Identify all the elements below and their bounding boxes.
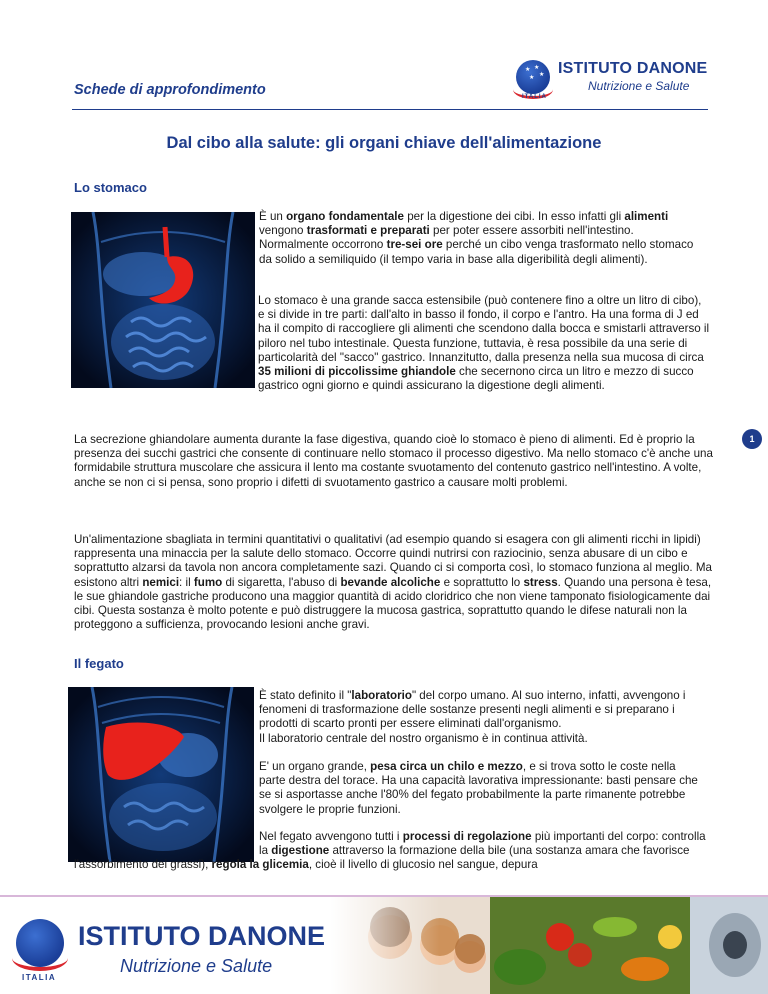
page-number-badge: 1 (742, 429, 762, 449)
section-heading-stomaco: Lo stomaco (74, 180, 147, 195)
logo-subtitle: Nutrizione e Salute (588, 79, 690, 93)
stomaco-paragraph-2: Lo stomaco è una grande sacca estensibile (può contenere fino a oltre un litro di cibo), e si divide in tre parti: dall'alto in basso il fondo, il corpo e l'antro. Ha una forma di J ed ha il compito di raccogliere gli alimenti che scendono dalla bocca e smistarli attraverso il piloro nel tubo intestinale. Questa funzione, tuttavia, è resa possibile da una serie di particolarità del "sacco" gastrico. Innanzitutto, dalla presenza nella sua mucosa di circa 35 milioni di piccolissime ghiandole che secernono circa un litro e mezzo di succo gastrico ogni giorno e quindi assicurano la digestione degli alimenti. (258, 294, 710, 393)
globe-icon (16, 919, 64, 967)
istituto-danone-logo: ★ ★ ★ ★ ISTITUTO DANONE Nutrizione e Salute ITALIA (516, 58, 716, 104)
footer-subtitle: Nutrizione e Salute (120, 956, 273, 976)
stomaco-paragraph-4: Un'alimentazione sbagliata in termini quantitativi o qualitativi (ad esempio quando si esagera con gli alimenti ricchi in lipidi) rappresenta una minaccia per la salute dello stomaco. Occorre quindi nutrirsi con raziocinio, senza abusare di un cibo e soprattutto alzarsi da tavola non ancora completamente sazi. Quando ci si comporta così, lo stomaco funziona al meglio. Ma esistono altri nemici: il fumo di sigaretta, l'abuso di bevande alcoliche e soprattutto lo stress. Quando una persona è tesa, le sue ghiandole gastriche producono una maggior quantità di acido cloridrico che non viene tamponato fisiologicamente dai cibi. Questa sostanza è molto potente e può distruggere la mucosa gastrica, soprattutto quando le difese naturali non la proteggono a sufficienza, provocando lesioni anche gravi. (74, 533, 712, 632)
footer (0, 897, 768, 994)
page-title: Dal cibo alla salute: gli organi chiave dell'alimentazione (166, 134, 602, 152)
footer-country: ITALIA (22, 973, 57, 982)
section-heading-fegato: Il fegato (74, 656, 124, 671)
stomaco-paragraph-1: È un organo fondamentale per la digestione dei cibi. In esso infatti gli alimenti vengono trasformati e preparati per poter essere assorbiti nell'intestino. Normalmente occorrono tre-sei ore perché un cibo venga trasformato nello stomaco da solido a semiliquido (il tempo varia in base alla digeribilità degli alimenti). (259, 210, 694, 266)
footer-logo (16, 913, 336, 983)
fegato-paragraph-3: Nel fegato avvengono tutti i processi di regolazione più importanti del corpo: controlla la digestione attraverso la formazione della bile (una sostanza amara che favorisce l'assorbimento dei grassi), regola la glicemia, cioè il livello di glucosio nel sangue, depura (74, 830, 706, 872)
header-rule (72, 109, 708, 110)
stomaco-paragraph-3: La secrezione ghiandolare aumenta durante la fase digestiva, quando cioè lo stomaco è pieno di alimenti. Ed è proprio la presenza dei succhi gastrici che consente di continuare nello stomaco il processo digestivo. Ma nello stomaco c'è anche una formidabile struttura muscolare che assicura il lento ma costante svuotamento del contenuto gastrico nell'intestino. A volte, anche se non ci si pensa, sono proprio i difetti di svuotamento gastrico a causare molti problemi. (74, 433, 713, 489)
footer-photo-collage (330, 897, 768, 994)
logo-brand: ISTITUTO DANONE (558, 60, 708, 77)
fegato-paragraph-1: È stato definito il "laboratorio" del corpo umano. Al suo interno, infatti, avvengono i fenomeni di trasformazione delle sostanze presenti negli alimenti e si preparano i prodotti di scarto pronti per essere eliminati dall'organismo. Il laboratorio centrale del nostro organismo è in continua attività. (259, 689, 686, 745)
section-label: Schede di approfondimento (74, 82, 266, 98)
fegato-paragraph-2: E' un organo grande, pesa circa un chilo e mezzo, e si trova sotto le coste nella parte destra del torace. Ha una capacità lavorativa impressionante: basti pensare che se si asportasse anche l'80% del fegato probabilmente la parte rimanente potrebbe svolgere le proprie funzioni. (259, 760, 698, 816)
logo-country: ITALIA (522, 94, 547, 100)
footer-brand: ISTITUTO DANONE (78, 921, 326, 951)
